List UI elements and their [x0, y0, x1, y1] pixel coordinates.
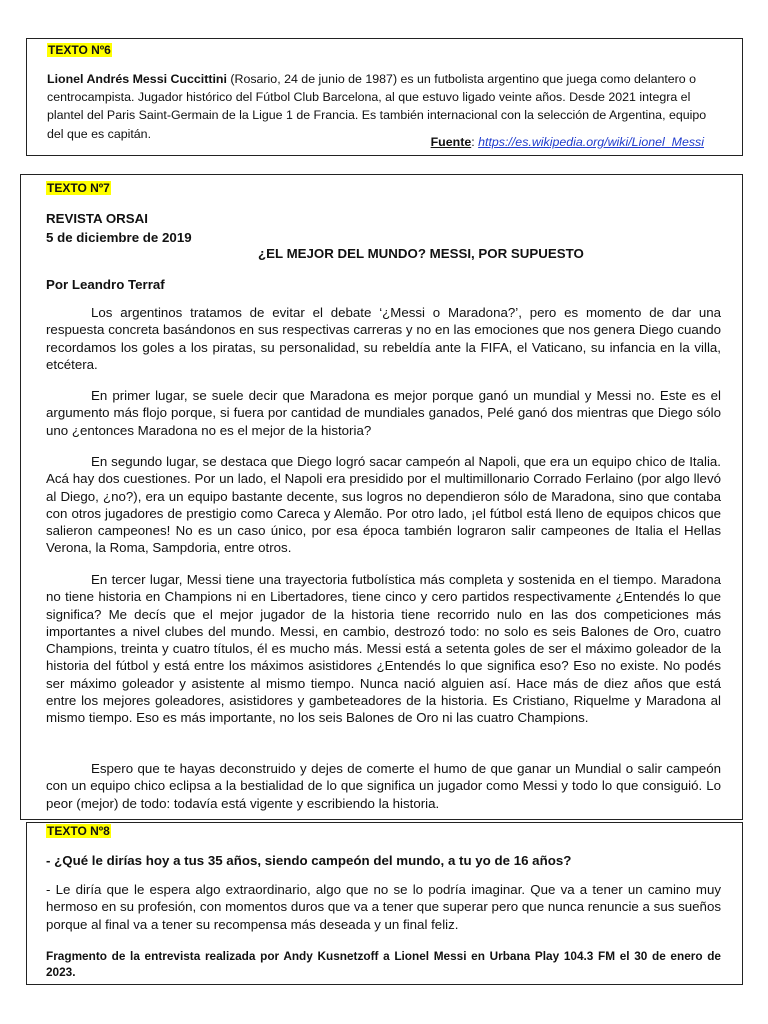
texto-8-box: [26, 822, 743, 985]
interview-question: - ¿Qué le dirías hoy a tus 35 años, siendo campeón del mundo, a tu yo de 16 años?: [46, 853, 572, 868]
texto-6-label: TEXTO Nº6: [48, 43, 111, 57]
texto-6-body: (Rosario, 24 de junio de 1987) es un futbolista argentino que juega como delantero o centrocampista. Jugador histórico del Fútbol Club Barcelona, al que estuvo ligado veinte años. Desde 2021 integra el plantel del Paris Saint-Germain de la Ligue 1 de Francia. Es también internacional con la selección de Argentina, equipo del que es capitán.: [47, 72, 707, 141]
texto-7-label: TEXTO Nº7: [47, 181, 110, 195]
magazine-name: REVISTA ORSAI: [46, 211, 148, 226]
article-author: Por Leandro Terraf: [46, 277, 165, 292]
source-link[interactable]: https://es.wikipedia.org/wiki/Lionel_Messi: [478, 135, 704, 149]
texto-7-box: [20, 174, 743, 820]
article-title: ¿EL MEJOR DEL MUNDO? MESSI, POR SUPUESTO: [258, 246, 584, 261]
article-paragraph: En segundo lugar, se destaca que Diego logró sacar campeón al Napoli, que era un equipo chico de Italia. Acá hay dos cuestiones. Por un lado, el Napoli era presidido por el multimillonario Corrado Ferlaino (por algo llevó al Diego, ¿no?), era un equipo bastante decente, sus logros no dependieron sólo de Maradona, sino que contaba con otros jugadores de prestigio como Careca y Alemão. Por otro lado, ¡el fútbol está lleno de equipos chicos que salieron campeones! No es un caso único, por esa época también lograron salir campeones de Italia el Hellas Verona, la Roma, Sampdoria, entre otros.: [46, 454, 721, 556]
texto-6-paragraph: [47, 70, 724, 143]
article-paragraph: En primer lugar, se suele decir que Maradona es mejor porque ganó un mundial y Messi no. Este es el argumento más flojo porque, si fuera por cantidad de mundiales ganados, Pelé ganó dos mientras que Diego sólo uno ¿entonces Maradona no es el mejor de la historia?: [46, 388, 721, 438]
source-label: Fuente: [430, 135, 472, 149]
texto-8-label: TEXTO Nº8: [47, 824, 110, 838]
article-date: 5 de diciembre de 2019: [46, 230, 192, 245]
messi-full-name: Lionel Andrés Messi Cuccittini: [47, 72, 227, 86]
source-separator: :: [471, 135, 479, 149]
article-paragraph: En tercer lugar, Messi tiene una trayectoria futbolística más completa y sostenida en el tiempo. Maradona no tiene historia en Champions ni en Libertadores, tiene cinco y cero partidos respectivamente ¿Entendés lo que significa? Me decís que el mejor jugador de la historia tiene recorrido nulo en las dos competiciones más importantes a nivel clubes del mundo. Messi, en cambio, destrozó todo: no solo es seis Balones de Oro, cuatro Champions, treinta y cuatro títulos, él es mucho más. Messi está a setenta goles de ser el máximo goleador de la historia del fútbol y está entre los máximos asistidores ¿Entendés lo que significa eso? Eso no existe. No podés ser máximo goleador y asistente al mismo tiempo. Nunca nació alguien así. Hace más de diez años que está entre los mejores goleadores, asistidores y gambeteadores de la historia. Es Cristiano, Riquelme y Maradona al mismo tiempo. Eso es más importante, no los seis Balones de Oro ni las cuatro Champions.: [46, 572, 721, 726]
interview-answer: - Le diría que le espera algo extraordinario, algo que no se lo podría imaginar. Que va a tener un camino muy hermoso en su profesión, con momentos duros que va a tener que superar pero que nunca renuncie a sus sueños porque al final va a tener su recompensa más deseada y un final feliz.: [46, 882, 721, 932]
source-line: [431, 135, 704, 150]
article-paragraph: Espero que te hayas deconstruido y dejes de comerte el humo de que ganar un Mundial o salir campeón con un equipo chico eclipsa a la bestialidad de lo que significa un jugador como Messi y todo lo que consiguió. Lo peor (mejor) de todo: todavía está vigente y escribiendo la historia.: [46, 761, 721, 811]
article-paragraph: Los argentinos tratamos de evitar el debate ‘¿Messi o Maradona?’, pero es momento de dar una respuesta concreta basándonos en sus respectivas carreras y no en las emociones que nos genera Diego cuando recordamos los goles a los piratas, su personalidad, su rebeldía ante la FIFA, el Vaticano, su infancia en la villa, etcétera.: [46, 305, 721, 372]
interview-footnote: Fragmento de la entrevista realizada por Andy Kusnetzoff a Lionel Messi en Urbana Play 104.3 FM el 30 de enero de 2023.: [46, 949, 721, 979]
texto-6-box: [26, 38, 743, 156]
